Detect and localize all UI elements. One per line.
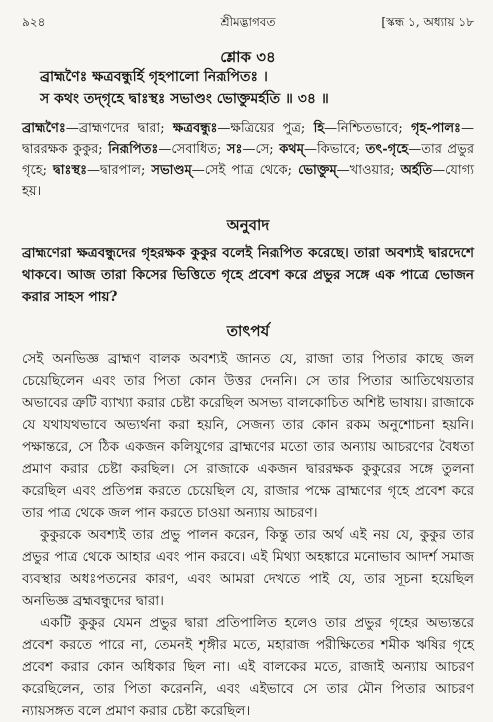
purport-paragraph-3: একটি কুকুর যেমন প্রভুর দ্বারা প্রতিপালিত হলেও তার প্রভুর গৃহের অভ্যন্তরে প্রবেশ করতে পারে না, তেমনই শৃঙ্গীর মতে, মহারাজ পরীক্ষিতের শমীক ঋষির গৃহে প্রবেশ করার কোন অধিকার ছিল না। এই বালকের মতে, রাজাই অন্যায় আচরণ করেছিলেন, তার পিতা করেননি, এবং এইভাবে সে তার মৌন পিতার আচরণ ন্যায়সঙ্গত বলে প্রমাণ করার চেষ্টা করেছিল।: [22, 615, 474, 719]
synonym-meaning: —তার প্রভুর গৃহে;: [22, 142, 474, 178]
synonym-meaning: —যোগ্য হয়।: [22, 163, 474, 199]
synonym-word: হি: [313, 121, 325, 136]
word-for-word-synonyms: [22, 118, 474, 202]
synonym-word: অর্হতি: [400, 163, 433, 178]
synonym-meaning: —ক্ষত্রিয়ের পুত্র;: [217, 121, 306, 136]
synonym-word: তৎ-গৃহে: [365, 142, 409, 157]
synonym-meaning: —ব্রাহ্মণদের দ্বারা;: [65, 121, 165, 136]
running-header: [22, 10, 474, 32]
book-title: শ্রীমদ্ভাগবত: [220, 15, 276, 29]
synonym-word: সভাণ্ডম্: [151, 163, 192, 178]
synonym-meaning: —কিভাবে;: [303, 142, 361, 157]
verse-line-2: স কথং তদ্‌গৃহে দ্বাঃস্থঃ সভাণ্ডং ভোক্তুমর্হতি ॥ ৩৪ ॥: [40, 91, 329, 107]
verse-text: [22, 66, 474, 110]
purport-paragraph-1: সেই অনভিজ্ঞ ব্রাহ্মণ বালক অবশ্যই জানত যে, রাজা তার পিতার কাছে জল চেয়েছিলেন এবং তার পিতা কোন উত্তর দেননি। সে তার পিতার আতিথেয়তার অভাবের ত্রুটি ব্যাখ্যা করার চেষ্টা করেছিল অসভ্য বালকোচিত অশিষ্ট ভাষায়। রাজাকে যে যথাযথভাবে অভ্যর্থনা করা হয়নি, সেজন্য তার কোন রকম অনুশোচনা হয়নি। পক্ষান্তরে, সে ঠিক একজন কলিযুগের ব্রাহ্মণের মতো তার অন্যায় আচরণের বৈধতা প্রমাণ করার চেষ্টা করছিল। সে রাজাকে একজন দ্বাররক্ষক কুকুরের সঙ্গে তুলনা করেছিল এবং প্রতিপন্ন করতে চেয়েছিল যে, রাজার পক্ষে ব্রাহ্মণের গৃহে প্রবেশ করে তার পাত্র থেকে জল পান করতে চাওয়া অন্যায় আচরণ।: [22, 351, 474, 521]
synonym-word: ব্রাহ্মণৈঃ: [22, 121, 66, 136]
purport-heading: তাৎপর্য: [226, 322, 270, 340]
synonym-meaning: —সে;: [242, 142, 274, 157]
synonym-meaning: —সেই পাত্র থেকে;: [191, 163, 293, 178]
chapter-reference: [স্কন্ধ ১, অধ্যায় ১৮: [381, 15, 474, 29]
synonym-word: নিরূপিতঃ: [108, 142, 159, 157]
purport-paragraph-2: কুকুরকে অবশ্যই তার প্রভু পালন করেন, কিন্তু তার অর্থ এই নয় যে, কুকুর তার প্রভুর পাত্র থেকে আহার এবং পান করবে। এই মিথ্যা অহঙ্কারে মনোভাব আদর্শ সমাজ ব্যবস্থার অধঃপতনের কারণ, এবং আমরা দেখতে পাই যে, তার সূচনা হয়েছিল অনভিজ্ঞ ব্রহ্মবন্ধুদের দ্বারা।: [22, 527, 474, 609]
synonym-meaning: —খাওয়ার;: [336, 163, 395, 178]
synonym-meaning: —দ্বারপাল;: [87, 163, 146, 178]
translation-text: ব্রাহ্মণেরা ক্ষত্রবন্ধুদের গৃহরক্ষক কুকুর বলেই নিরূপিত করেছে। তারা অবশ্যই দ্বারদেশে থাকবে। আজ তারা কিসের ভিত্তিতে গৃহে প্রবেশ করে প্রভুর সঙ্গে এক পাত্রে ভোজন করার সাহস পায়?: [22, 245, 474, 305]
synonym-meaning: —নিশ্চিতভাবে;: [324, 121, 403, 136]
synonym-word: দ্বাঃস্থঃ: [53, 163, 88, 178]
synonym-meaning: —সেবাধিত;: [158, 142, 222, 157]
synonym-word: ভোক্তুম্: [298, 163, 337, 178]
purport-body: [22, 348, 474, 722]
synonym-word: ক্ষত্রবন্ধুঃ: [172, 121, 218, 136]
verse-heading: শ্লোক ৩৪: [220, 48, 276, 66]
translation-heading: অনুবাদ: [226, 216, 270, 234]
synonym-word: কথম্: [279, 142, 304, 157]
synonym-word: সঃ: [226, 142, 243, 157]
page-number: ৯২৪: [22, 15, 46, 29]
book-page: [22, 10, 474, 719]
synonym-word: গৃহ-পালঃ: [411, 121, 461, 136]
verse-line-1: ব্রাহ্মণৈঃ ক্ষত্রবন্ধুর্হি গৃহপালো নিরূপিতঃ ।: [40, 69, 268, 85]
synonym-meaning: —দ্বাররক্ষক কুকুর;: [22, 121, 474, 157]
